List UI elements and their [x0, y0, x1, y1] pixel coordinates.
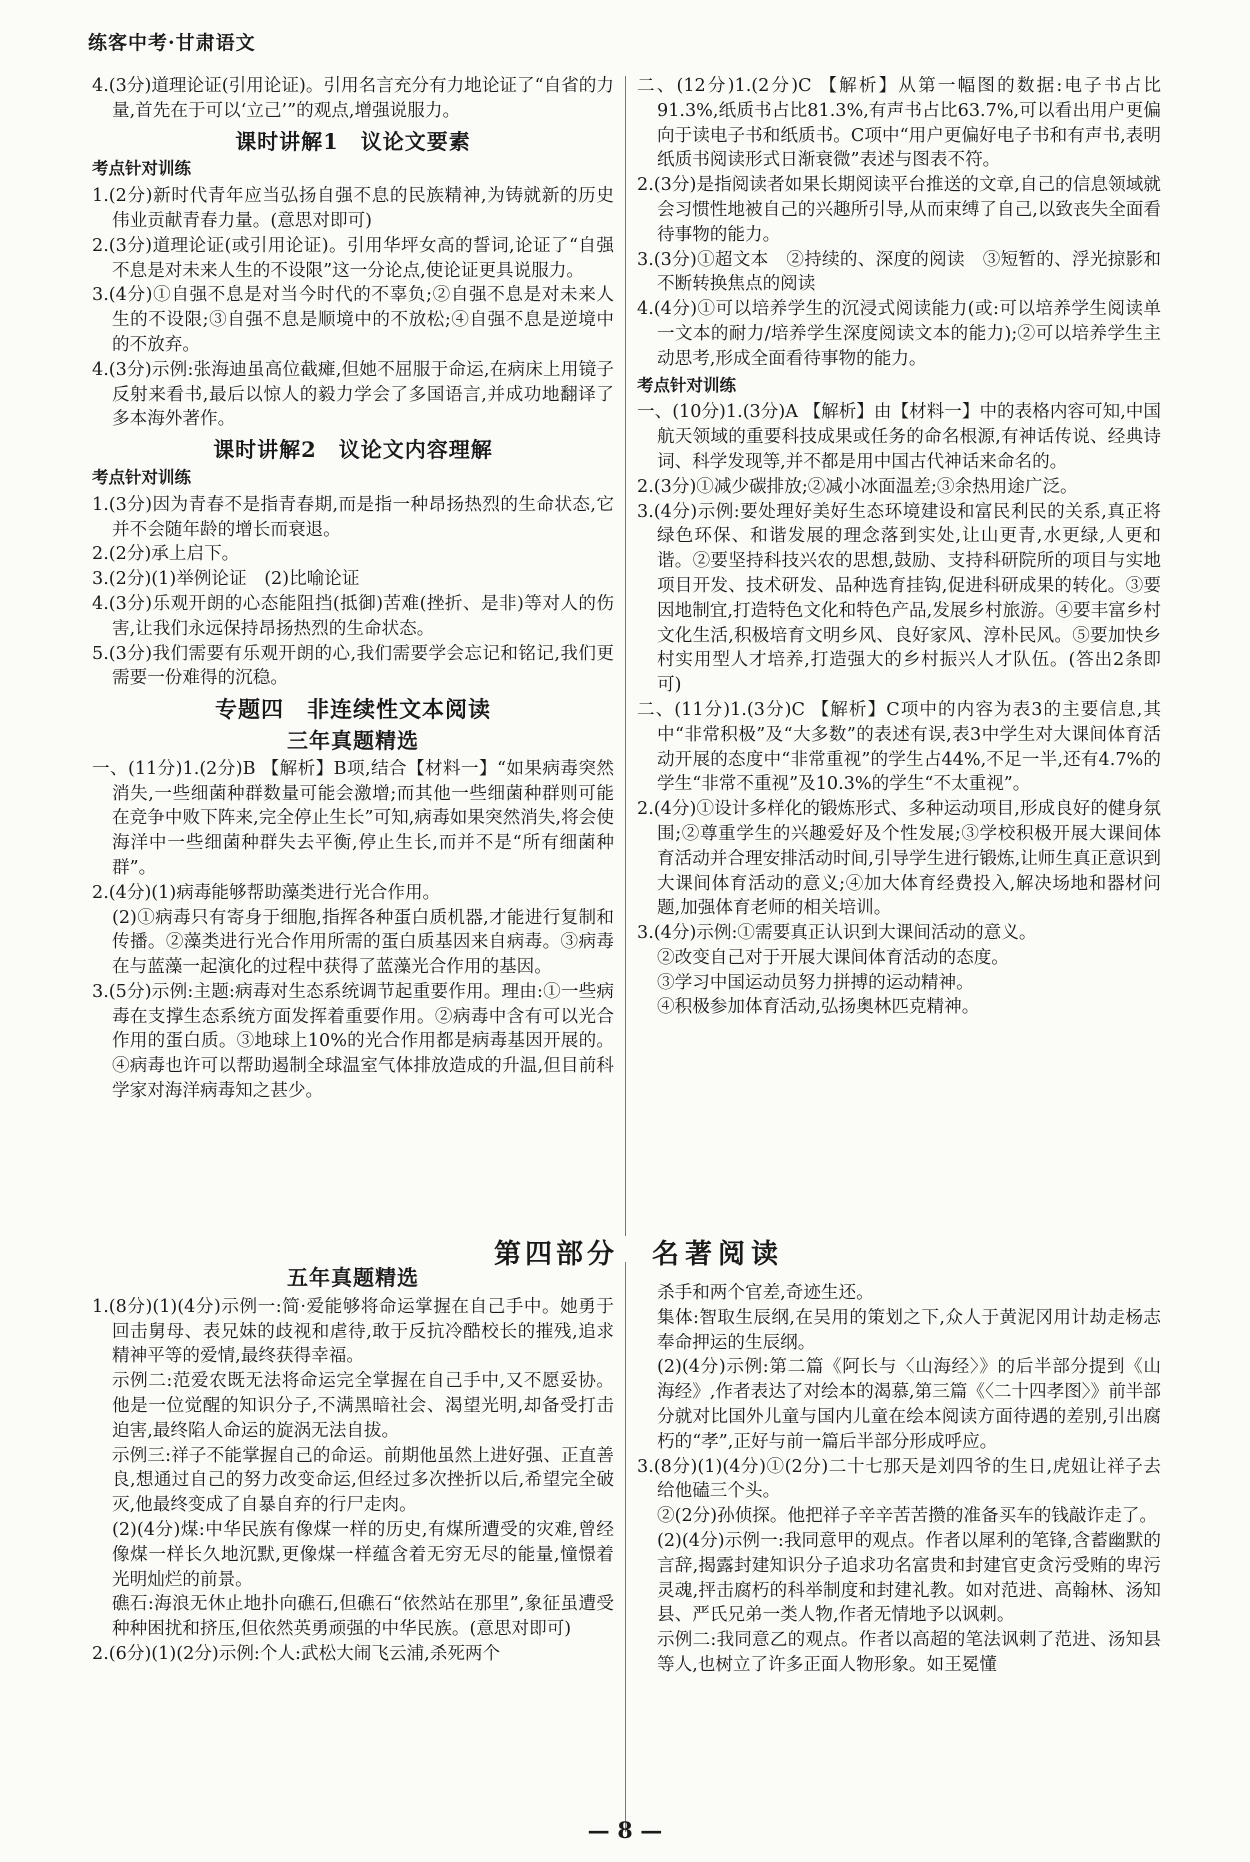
answer-item: 4.(3分)乐观开朗的心态能阻挡(抵御)苦难(挫折、是非)等对人的伤害,让我们永远保持昂扬热烈的生命状态。	[92, 593, 614, 639]
answer-item: 一、(11分)1.(2分)B 【解析】B项,结合【材料一】“如果病毒突然消失,一些细菌种群数量可能会激增;而其他一些细菌种群则可能在竞争中败下阵来,完全停止生长”可知,病毒如果突然消失,将会使海洋中一些细菌种群失去平衡,停止生长,而并不是“所有细菌种群”。	[92, 758, 614, 878]
left-column-lower	[92, 1266, 614, 1667]
answer-item: 1.(3分)因为青春不是指青春期,而是指一种昂扬热烈的生命状态,它并不会随年龄的增长而衰退。	[92, 494, 614, 540]
answer-subitem: 集体:智取生辰纲,在吴用的策划之下,众人于黄泥冈用计劫走杨志奉命押运的生辰纲。	[657, 1307, 1161, 1353]
answer-item: 5.(3分)我们需要有乐观开朗的心,我们需要学会忘记和铭记,我们更需要一份难得的沉稳。	[92, 643, 614, 689]
section-heading: 课时讲解2 议论文内容理解	[213, 437, 493, 463]
part-heading-label: 第四部分	[494, 1239, 618, 1270]
answer-item: 4.(3分)道理论证(引用论证)。引用名言充分有力地论证了“自省的力量,首先在于可以‘立己’”的观点,增强说服力。	[92, 76, 614, 121]
answer-subitem: ③学习中国运动员努力拼搏的运动精神。	[657, 972, 974, 993]
left-column-upper	[92, 74, 614, 1104]
section-heading: 课时讲解1 议论文要素	[235, 128, 471, 154]
answer-subitem: ④积极参加体育活动,弘扬奥林匹克精神。	[657, 997, 980, 1018]
answer-subitem: ②改变自己对于开展大课间体育活动的态度。	[657, 947, 1009, 968]
part-heading-title: 名著阅读	[652, 1239, 784, 1270]
page-number: — 8 —	[587, 1818, 663, 1844]
answer-item: 3.(4分)示例:①需要真正认识到大课间活动的意义。	[637, 923, 1037, 944]
answer-item: 2.(4分)①设计多样化的锻炼形式、多种运动项目,形成良好的健身氛围;②尊重学生的兴趣爱好及个性发展;③学校积极开展大课间体育活动并合理安排活动时间,引导学生进行锻炼,让师生真正意识到大课间体育活动的意义;④加大体育经费投入,解决场地和器材问题,加强体育老师的相关培训。	[637, 799, 1161, 919]
answer-item: 1.(8分)(1)(4分)示例一:简·爱能够将命运掌握在自己手中。她勇于回击舅母、表兄妹的歧视和虐待,敢于反抗冷酷校长的摧残,追求精神平等的爱情,最终获得幸福。	[92, 1296, 614, 1367]
answer-item: 1.(2分)新时代青年应当弘扬自强不息的民族精神,为铸就新的历史伟业贡献青春力量。(意思对即可)	[92, 186, 614, 231]
answer-subitem: 示例二:范爱农既无法将命运完全掌握在自己手中,又不愿妥协。他是一位觉醒的知识分子,不满黑暗社会、渴望光明,却备受打击迫害,最终陷人命运的旋涡无法自拔。	[112, 1371, 614, 1441]
answer-item: 3.(8分)(1)(4分)①(2分)二十七那天是刘四爷的生日,虎妞让祥子去给他磕三个头。	[637, 1456, 1161, 1502]
answer-item: 二、(12分)1.(2分)C 【解析】从第一幅图的数据:电子书占比91.3%,纸质书占比81.3%,有声书占比63.7%,可以看出用户更偏向于读电子书和纸质书。C项中“用户更偏好电子书和有声书,表明纸质书阅读形式日渐衰微”表述与图表不符。	[637, 76, 1161, 171]
answer-subitem: ②(2分)孙侦探。他把祥子辛辛苦苦攒的准备买车的钱敲诈走了。	[657, 1506, 1157, 1527]
answer-item: 2.(2分)承上启下。	[92, 544, 240, 565]
section-heading: 三年真题精选	[287, 727, 419, 753]
answer-subitem: (2)(4分)示例一:我同意甲的观点。作者以犀利的笔锋,含蓄幽默的言辞,揭露封建知识分子追求功名富贵和封建官吏贪污受贿的卑污灵魂,抨击腐朽的科举制度和封建礼教。如对范进、高翰林、汤知县、严氏兄弟一类人物,作者无情地予以讽刺。	[657, 1530, 1161, 1626]
answer-item: 2.(3分)①减少碳排放;②减小冰面温差;③余热用途广泛。	[637, 476, 1078, 497]
section-heading: 五年真题精选	[287, 1265, 419, 1290]
answer-subitem: 示例二:我同意乙的观点。作者以高超的笔法讽刺了范进、汤知县等人,也树立了许多正面人物形象。如王冕懂	[657, 1630, 1161, 1675]
exercise-label: 考点针对训练	[637, 375, 736, 395]
answer-item: 3.(4分)示例:要处理好美好生态环境建设和富民利民的关系,真正将绿色环保、和谐发展的理念落到实处,让山更青,水更绿,人更和谐。②要坚持科技兴农的思想,鼓励、支持科研院所的项目与实地项目开发、技术研发、品种选育挂钩,促进科研成果的转化。③要因地制宜,打造特色文化和特色产品,发展乡村旅游。④要丰富乡村文化生活,积极培育文明乡风、良好家风、淳朴民风。⑤要加快乡村实用型人才培养,打造强大的乡村振兴人才队伍。(答出2条即可)	[637, 501, 1161, 696]
answer-item: 2.(3分)道理论证(或引用论证)。引用华坪女高的誓词,论证了“自强不息是对未来人生的不设限”这一分论点,使论证更具说服力。	[92, 235, 614, 281]
answer-subitem: (2)①病毒只有寄身于细胞,指挥各种蛋白质机器,才能进行复制和传播。②藻类进行光合作用所需的蛋白质基因来自病毒。③病毒在与蓝藻一起演化的过程中获得了蓝藻光合作用的基因。	[112, 907, 614, 978]
answer-item: 2.(6分)(1)(2分)示例:个人:武松大闹飞云浦,杀死两个	[92, 1643, 501, 1664]
answer-item: 2.(3分)是指阅读者如果长期阅读平台推送的文章,自己的信息领域就会习惯性地被自己的兴趣所引导,从而束缚了自己,以致丧失全面看待事物的能力。	[637, 175, 1161, 245]
answer-item: 一、(10分)1.(3分)A 【解析】由【材料一】中的表格内容可知,中国航天领域的重要科技成果或任务的命名根源,有神话传说、经典诗词、科学发现等,并不都是用中国古代神话来命名的。	[637, 402, 1161, 472]
answer-item: 4.(4分)①可以培养学生的沉浸式阅读能力(或:可以培养学生阅读单一文本的耐力/培养学生深度阅读文本的能力);②可以培养学生主动思考,形成全面看待事物的能力。	[637, 299, 1161, 369]
exercise-label: 考点针对训练	[92, 467, 191, 487]
answer-item: 3.(4分)①自强不息是对当今时代的不辜负;②自强不息是对未来人生的不设限;③自强不息是顺境中的不放松;④自强不息是逆境中的不放弃。	[92, 285, 614, 355]
right-column-lower	[637, 1281, 1161, 1678]
answer-item: 二、(11分)1.(3分)C 【解析】C项中的内容为表3的主要信息,其中“非常积极”及“大多数”的表述有误,表3中学生对大课间体育活动开展的态度中“非常重视”的学生占44%,不足一半,还有4.7%的学生“非常不重视”及10.3%的学生“不太重视”。	[637, 699, 1161, 795]
right-column-upper	[637, 74, 1161, 1020]
column-divider	[625, 76, 626, 1236]
answer-item: 2.(4分)(1)病毒能够帮助藻类进行光合作用。	[92, 882, 441, 903]
topic-heading: 专题四 非连续性文本阅读	[214, 697, 491, 724]
answer-subitem: 礁石:海浪无休止地扑向礁石,但礁石“依然站在那里”,象征虽遭受种种困扰和挤压,但依然英勇顽强的中华民族。(意思对即可)	[112, 1594, 614, 1640]
answer-subitem: (2)(4分)煤:中华民族有像煤一样的历史,有煤所遭受的灾难,曾经像煤一样长久地沉默,更像煤一样蕴含着无穷无尽的能量,憧憬着光明灿烂的前景。	[112, 1519, 614, 1590]
column-divider-lower	[625, 1262, 626, 1832]
answer-item: 4.(3分)示例:张海迪虽高位截瘫,但她不屈服于命运,在病床上用镜子反射来看书,最后以惊人的毅力学会了多国语言,并成功地翻译了多本海外著作。	[92, 359, 614, 430]
answer-subitem: 杀手和两个官差,奇迹生还。	[657, 1283, 874, 1303]
answer-subitem: (2)(4分)示例:第二篇《阿长与〈山海经〉》的后半部分提到《山海经》,作者表达了对绘本的渴慕,第三篇《〈二十四孝图〉》前半部分就对比国外儿童与国内儿童在绘本阅读方面待遇的差别,引出腐朽的“孝”,正好与前一篇后半部分形成呼应。	[657, 1357, 1161, 1452]
running-header: 练客中考·甘肃语文	[88, 32, 256, 54]
answer-item: 3.(5分)示例:主题:病毒对生态系统调节起重要作用。理由:①一些病毒在支撑生态系统方面发挥着重要作用。②病毒中含有可以光合作用的蛋白质。③地球上10%的光合作用都是病毒基因开展的。④病毒也许可以帮助遏制全球温室气体排放造成的升温,但目前科学家对海洋病毒知之甚少。	[92, 981, 614, 1102]
answer-subitem: 示例三:祥子不能掌握自己的命运。前期他虽然上进好强、正直善良,想通过自己的努力改变命运,但经过多次挫折以后,希望完全破灭,他最终变成了自暴自弃的行尸走肉。	[112, 1445, 614, 1516]
left-lower-items	[92, 1295, 614, 1667]
answer-item: 3.(2分)(1)举例论证 (2)比喻论证	[92, 569, 360, 590]
exercise-label: 考点针对训练	[92, 159, 191, 179]
answer-item: 3.(3分)①超文本 ②持续的、深度的阅读 ③短暂的、浮光掠影和不断转换焦点的阅读	[637, 249, 1161, 295]
